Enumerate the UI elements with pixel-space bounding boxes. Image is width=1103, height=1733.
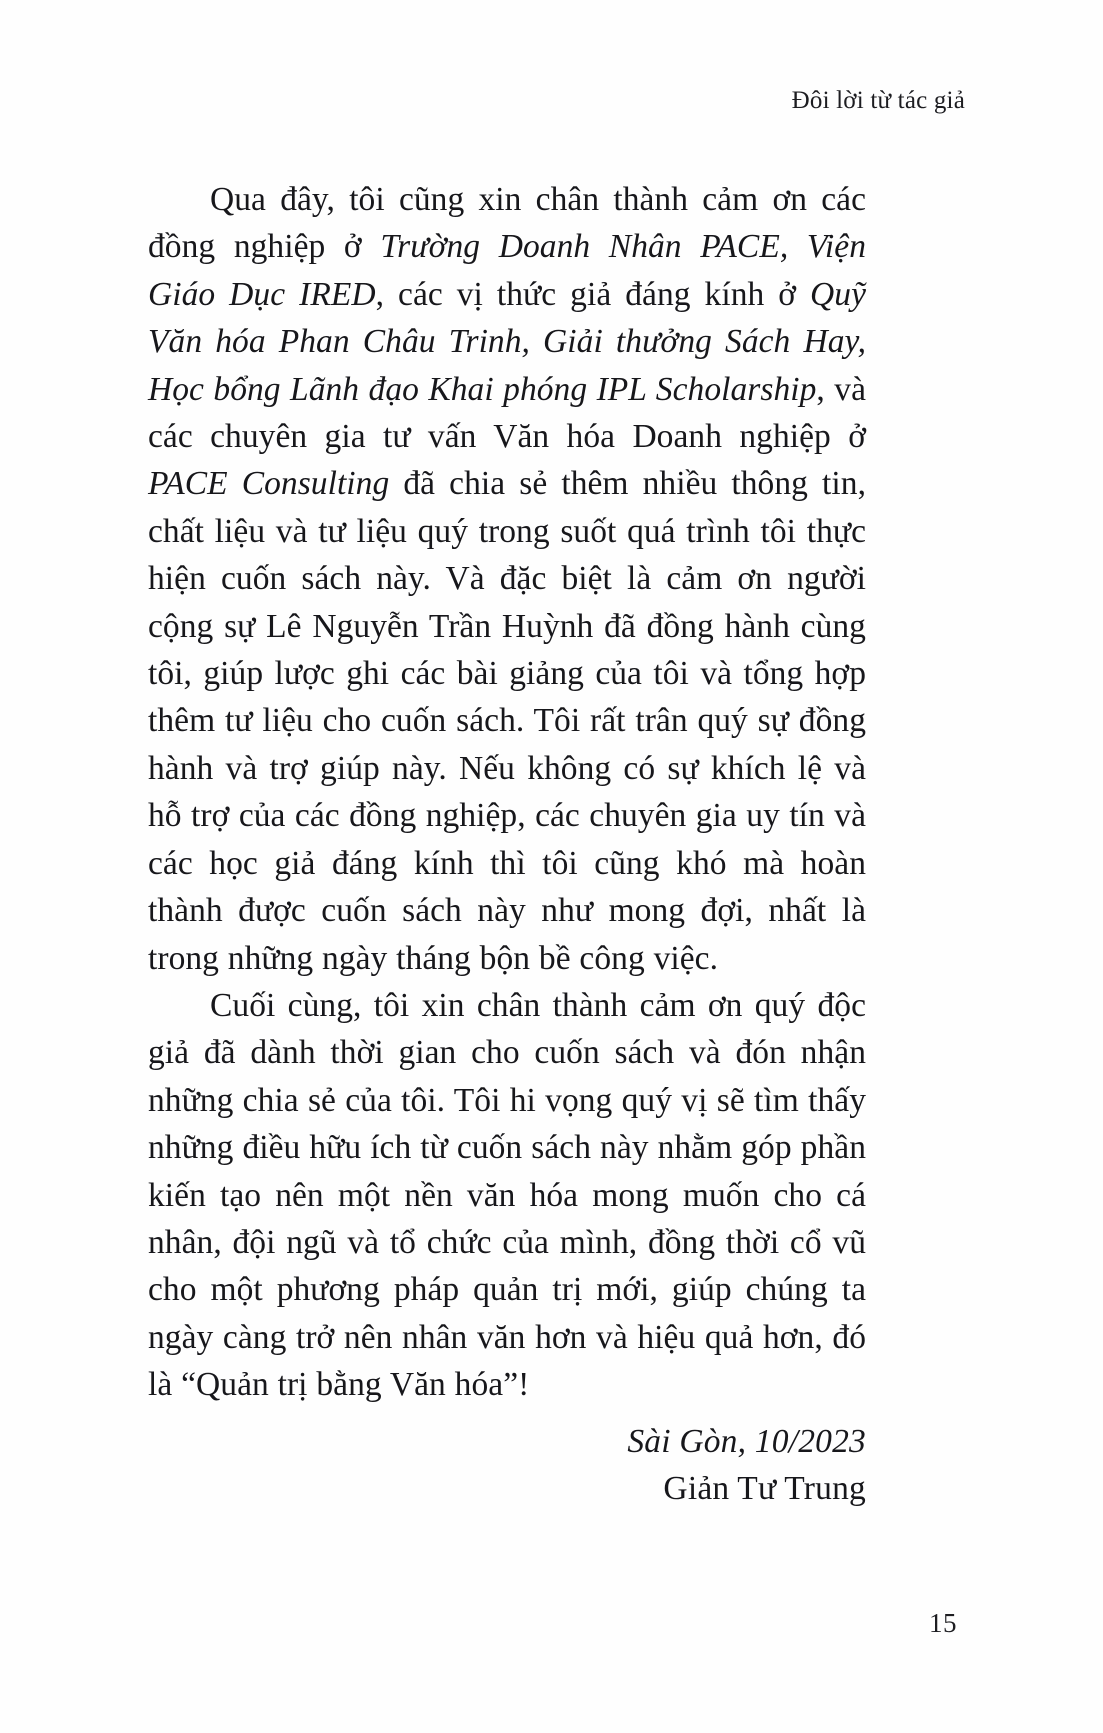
paragraph-2	[148, 982, 866, 1409]
signature-place-date: Sài Gòn, 10/2023	[627, 1423, 866, 1460]
signature-block	[148, 1418, 866, 1513]
paragraph-1	[148, 176, 866, 982]
paragraph-2-run-0: Cuối cùng, tôi xin chân thành cảm ơn quý độc giả đã dành thời gian cho cuốn sách và đón nhận những chia sẻ của tôi. Tôi hi vọng quý vị sẽ tìm thấy những điều hữu ích từ cuốn sách này nhằm góp phần kiến tạo nên một nền văn hóa mong muốn cho cá nhân, đội ngũ và tổ chức của mình, đồng thời cổ vũ cho một phương pháp quản trị mới, giúp chúng ta ngày càng trở nên nhân văn hơn và hiệu quả hơn, đó là “Quản trị bằng Văn hóa”!	[148, 986, 866, 1404]
paragraph-1-run-2: , các vị thức giả đáng kính ở	[375, 275, 811, 313]
paragraph-1-run-5: PACE Consulting	[148, 465, 390, 503]
paragraph-1-run-4: , và các chuyên gia tư vấn Văn hóa Doanh nghiệp ở	[148, 370, 866, 456]
paragraph-1-run-6: đã chia sẻ thêm nhiều thông tin, chất liệu và tư liệu quý trong suốt quá trình tôi thực hiện cuốn sách này. Và đặc biệt là cảm ơn người cộng sự Lê Nguyễn Trần Huỳnh đã đồng hành cùng tôi, giúp lược ghi các bài giảng của tôi và tổng hợp thêm tư liệu cho cuốn sách. Tôi rất trân quý sự đồng hành và trợ giúp này. Nếu không có sự khích lệ và hỗ trợ của các đồng nghiệp, các chuyên gia uy tín và các học giả đáng kính thì tôi cũng khó mà hoàn thành được cuốn sách này như mong đợi, nhất là trong những ngày tháng bộn bề công việc.	[148, 465, 866, 977]
paragraph-1-run-0: Qua đây, tôi cũng xin chân thành cảm ơn các đồng nghiệp ở	[148, 181, 866, 266]
paragraph-1-run-3: Quỹ Văn hóa Phan Châu Trinh, Giải thưởng Sách Hay, Học bổng Lãnh đạo Khai phóng IPL Scholarship	[148, 275, 866, 408]
signature-author: Giản Tư Trung	[663, 1470, 866, 1508]
body-text-block	[148, 176, 866, 1409]
paragraph-1-run-1: Trường Doanh Nhân PACE, Viện Giáo Dục IRED	[148, 228, 866, 313]
running-head: Đôi lời từ tác giả	[791, 87, 965, 114]
page-number: 15	[929, 1608, 957, 1638]
